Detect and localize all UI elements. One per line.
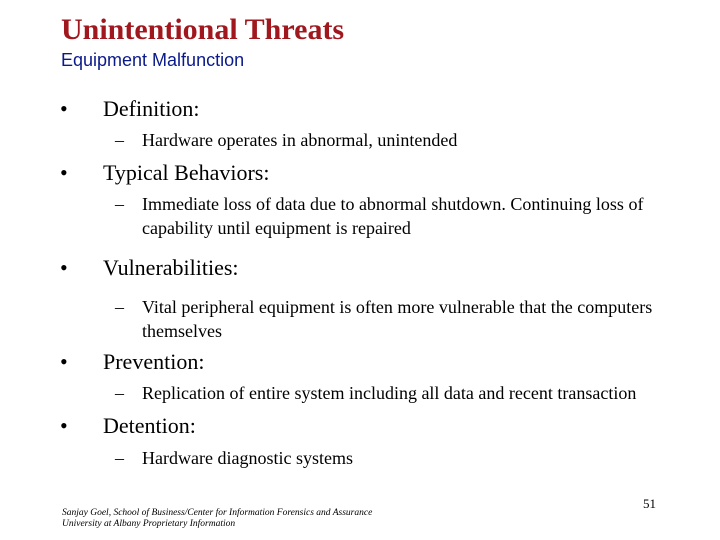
slide-title: Unintentional Threats [61, 13, 345, 46]
page-number: 51 [643, 496, 656, 511]
bullet-marker: • [60, 96, 68, 121]
sub-bullet-text: Replication of entire system including all data and recent transaction [142, 383, 637, 403]
footer-line-1: Sanjay Goel, School of Business/Center for Information Forensics and Assurance [62, 508, 373, 518]
bullet-heading: Typical Behaviors: [103, 160, 270, 185]
footer [62, 508, 372, 530]
bullet-heading: Detention: [103, 413, 196, 438]
footer-line-2: University at Albany Proprietary Information [62, 519, 236, 529]
sub-bullet-text: Immediate loss of data due to abnormal shutdown. Continuing loss of capability until equipment is repaired [142, 194, 644, 238]
sub-bullet-dash: – [115, 297, 124, 317]
sub-bullet-text: Vital peripheral equipment is often more vulnerable that the computers themselves [142, 297, 653, 341]
bullet-marker: • [60, 413, 68, 438]
bullet-marker: • [60, 255, 68, 280]
sub-bullet-dash: – [115, 448, 124, 468]
bullet-marker: • [60, 349, 68, 374]
bullet-heading: Definition: [103, 96, 200, 121]
sub-bullet-text: Hardware diagnostic systems [142, 448, 353, 468]
bullet-heading: Prevention: [103, 349, 205, 374]
bullet-heading: Vulnerabilities: [103, 255, 239, 280]
bullet-marker: • [60, 160, 68, 185]
sub-bullet-dash: – [115, 194, 124, 214]
slide-subtitle: Equipment Malfunction [61, 50, 245, 70]
sub-bullet-dash: – [115, 383, 124, 403]
sub-bullet-text: Hardware operates in abnormal, unintended [142, 130, 458, 150]
sub-bullet-dash: – [115, 130, 124, 150]
